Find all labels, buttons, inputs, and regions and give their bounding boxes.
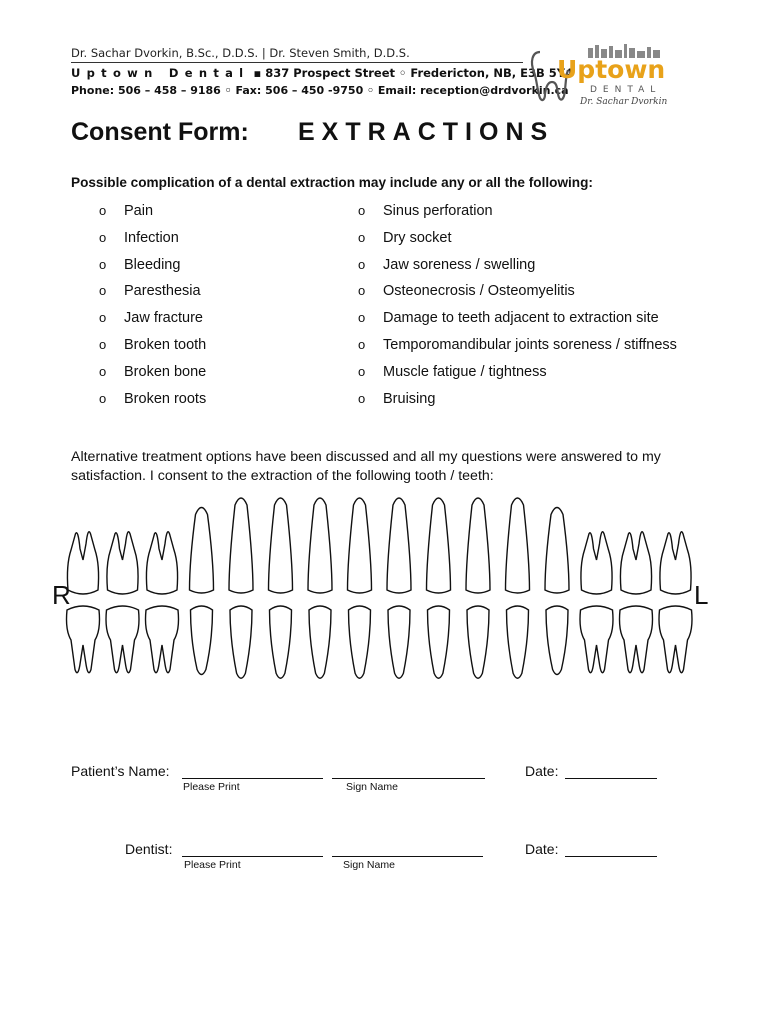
dentist-date-label: Date: — [525, 841, 559, 857]
complication-item — [99, 364, 206, 380]
logo-sub: DENTAL — [590, 85, 662, 95]
dentist-print-hint: Please Print — [184, 859, 241, 871]
complication-text: Osteonecrosis / Osteomyelitis — [383, 283, 575, 300]
complication-item — [99, 310, 203, 326]
lower-tooth[interactable] — [67, 606, 100, 673]
bullet-icon: o — [99, 256, 107, 272]
dentist-label: Dentist: — [125, 841, 173, 857]
bullet-icon: o — [358, 363, 366, 379]
complication-item — [358, 230, 452, 246]
upper-tooth[interactable] — [466, 498, 490, 593]
lower-tooth[interactable] — [106, 606, 139, 673]
complication-text: Muscle fatigue / tightness — [383, 363, 547, 380]
upper-tooth[interactable] — [506, 498, 530, 593]
complications-intro: Possible complication of a dental extraction may include any or all the following: — [71, 175, 593, 190]
bullet-icon: o — [99, 310, 107, 326]
patient-date-label: Date: — [525, 763, 559, 779]
upper-tooth[interactable] — [269, 498, 293, 593]
complication-text: Paresthesia — [124, 283, 201, 300]
upper-tooth[interactable] — [67, 532, 98, 594]
complication-item — [358, 391, 435, 407]
lower-tooth[interactable] — [270, 606, 292, 678]
complication-item — [358, 364, 547, 380]
complication-item — [358, 203, 493, 219]
bullet-icon: o — [99, 337, 107, 352]
complication-text: Infection — [124, 229, 179, 246]
complication-item — [99, 283, 201, 299]
complication-text: Damage to teeth adjacent to extraction site — [383, 310, 659, 327]
lower-tooth[interactable] — [146, 606, 179, 673]
bullet-icon: o — [358, 337, 366, 352]
contact-line: Phone: 506 – 458 – 9186 ◦ Fax: 506 – 450 -9750 ◦ Email: reception@drdvorkin.ca — [71, 84, 569, 97]
upper-tooth[interactable] — [545, 508, 569, 594]
chart-right-label: R — [52, 580, 71, 610]
complication-item — [99, 203, 153, 219]
form-title: Consent Form: — [71, 118, 249, 146]
upper-tooth[interactable] — [427, 498, 451, 593]
lower-tooth[interactable] — [349, 606, 371, 678]
bullet-icon: o — [99, 363, 107, 379]
bullet-icon: o — [358, 256, 366, 272]
complication-item — [358, 283, 575, 299]
bullet-icon: o — [99, 229, 107, 245]
upper-tooth[interactable] — [581, 532, 612, 594]
bullet-icon: o — [358, 283, 366, 299]
lower-tooth[interactable] — [620, 606, 653, 673]
patient-name-label: Patient’s Name: — [71, 763, 170, 779]
bullet-icon: o — [99, 203, 107, 218]
lower-tooth[interactable] — [546, 606, 568, 675]
patient-print-hint: Please Print — [183, 781, 240, 793]
upper-tooth[interactable] — [308, 498, 332, 593]
upper-tooth[interactable] — [229, 498, 253, 593]
uptown-dental-logo — [528, 40, 668, 110]
lower-tooth[interactable] — [507, 606, 529, 678]
complication-item — [99, 230, 179, 246]
upper-tooth[interactable] — [190, 508, 214, 594]
bullet-icon: o — [358, 203, 366, 218]
upper-tooth[interactable] — [620, 532, 651, 594]
bullet-icon: o — [358, 229, 366, 245]
dentist-sign-hint: Sign Name — [343, 859, 395, 871]
lower-tooth[interactable] — [659, 606, 692, 673]
lower-teeth — [67, 606, 693, 678]
patient-print-field[interactable] — [182, 778, 323, 779]
tooth-chart[interactable] — [55, 490, 725, 710]
address-text: ▪ 837 Prospect Street ◦ Fredericton, NB, E3B 5Y4 — [253, 66, 574, 80]
header-rule — [71, 62, 523, 63]
bullet-icon: o — [99, 390, 107, 406]
upper-tooth[interactable] — [348, 498, 372, 593]
complication-text: Bleeding — [124, 256, 181, 273]
chart-left-label: L — [694, 580, 709, 610]
complication-text: Temporomandibular joints soreness / stiffness — [383, 337, 677, 353]
complication-text: Pain — [124, 203, 154, 219]
patient-sign-hint: Sign Name — [346, 781, 398, 793]
upper-tooth[interactable] — [146, 532, 177, 594]
complication-item — [358, 257, 535, 273]
upper-tooth[interactable] — [660, 532, 691, 594]
form-subtitle: EXTRACTIONS — [298, 118, 555, 146]
complication-text: Broken bone — [124, 363, 207, 380]
bullet-icon: o — [99, 283, 107, 299]
logo-signature: Dr. Sachar Dvorkin — [580, 97, 668, 107]
consent-statement: Alternative treatment options have been discussed and all my questions were answered to my satisfaction. I consent to the extraction of the following tooth / teeth: — [71, 449, 661, 484]
dentist-date-field[interactable] — [565, 856, 657, 857]
upper-teeth — [67, 498, 691, 594]
lower-tooth[interactable] — [580, 606, 613, 673]
patient-date-field[interactable] — [565, 778, 657, 779]
complication-item — [99, 337, 206, 353]
complication-item — [99, 391, 206, 407]
lower-tooth[interactable] — [467, 606, 489, 678]
complication-text: Broken roots — [124, 390, 207, 407]
lower-tooth[interactable] — [191, 606, 213, 675]
complication-text: Dry socket — [383, 229, 452, 246]
complication-item — [99, 257, 180, 273]
lower-tooth[interactable] — [230, 606, 252, 678]
address-line — [71, 66, 573, 80]
complication-text: Broken tooth — [124, 337, 207, 353]
dentist-sign-field[interactable] — [332, 856, 483, 857]
dentist-print-field[interactable] — [182, 856, 323, 857]
bullet-icon: o — [358, 310, 366, 326]
brand-name: Uptown Dental — [71, 66, 250, 80]
complication-item — [358, 337, 677, 353]
lower-tooth[interactable] — [428, 606, 450, 678]
complication-text: Jaw soreness / swelling — [383, 256, 536, 273]
upper-tooth[interactable] — [107, 532, 138, 594]
complication-item — [358, 310, 659, 326]
complication-text: Sinus perforation — [383, 203, 493, 219]
complication-text: Jaw fracture — [124, 310, 203, 327]
doctors-line: Dr. Sachar Dvorkin, B.Sc., D.D.S. | Dr. Steven Smith, D.D.S. — [71, 46, 410, 60]
complication-text: Bruising — [383, 390, 436, 407]
upper-tooth[interactable] — [387, 498, 411, 593]
bullet-icon: o — [358, 390, 366, 406]
patient-sign-field[interactable] — [332, 778, 485, 779]
lower-tooth[interactable] — [388, 606, 410, 678]
lower-tooth[interactable] — [309, 606, 331, 678]
logo-word: Uptown — [557, 55, 666, 84]
